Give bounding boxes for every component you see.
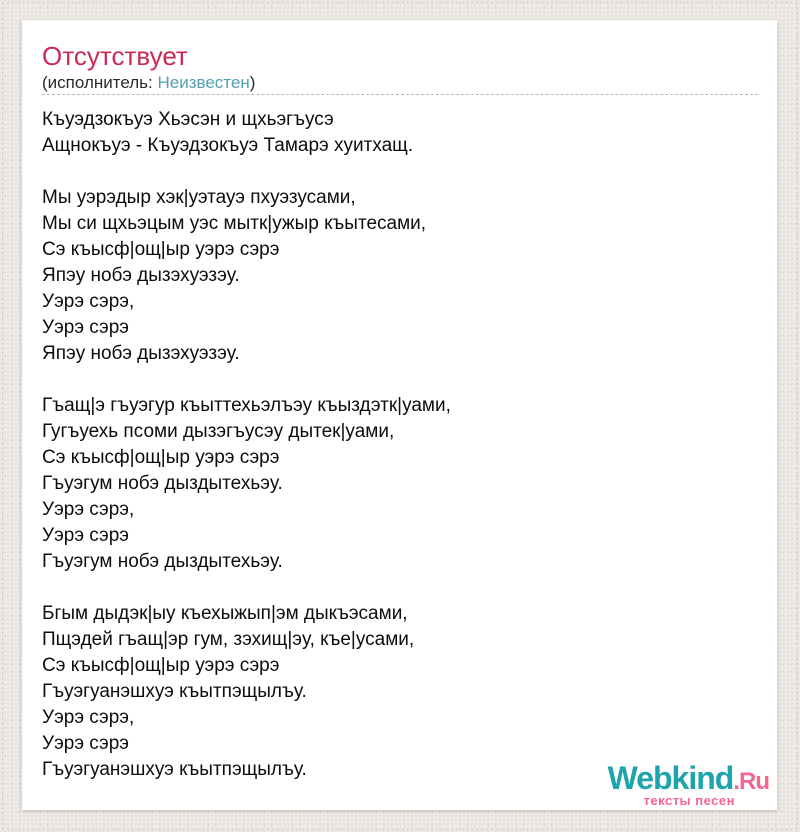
artist-line xyxy=(42,73,758,93)
stanza xyxy=(42,107,777,159)
artist-suffix: ) xyxy=(249,73,256,92)
header xyxy=(42,41,758,95)
logo-webkind: Webkind xyxy=(607,760,734,796)
lyric-line: Сэ къысф|ощ|ыр уэрэ сэрэ xyxy=(42,239,280,260)
lyric-line: Гъуэгуанэшхуэ къытпэщылъу. xyxy=(42,681,307,702)
lyric-line: Сэ къысф|ощ|ыр уэрэ сэрэ xyxy=(42,447,280,468)
lyric-line: Мы си щхьэцым уэс мытк|ужыр къытесами, xyxy=(42,213,427,234)
lyric-line: Уэрэ сэрэ xyxy=(42,525,129,546)
lyric-line: Къуэдзокъуэ Хьэсэн и щхьэгъусэ xyxy=(42,109,334,130)
webkind-logo[interactable] xyxy=(608,762,769,807)
logo-tagline: тексты песен xyxy=(643,793,735,808)
logo-ru: .Ru xyxy=(733,768,769,795)
lyric-line: Гъащ|э гъуэгур къыттехьэлъэу къыздэтк|уами, xyxy=(42,395,451,416)
lyric-line: Гъуэгум нобэ дыздытехьэу. xyxy=(42,473,283,494)
lyric-line: Уэрэ сэрэ xyxy=(42,317,129,338)
lyric-line: Гъуэгум нобэ дыздытехьэу. xyxy=(42,551,283,572)
lyrics-card xyxy=(22,20,777,810)
lyrics-text xyxy=(42,107,777,783)
lyric-line: Бгым дыдэк|ыу къехыжып|эм дыкъэсами, xyxy=(42,603,408,624)
lyric-line: Сэ къысф|ощ|ыр уэрэ сэрэ xyxy=(42,655,280,676)
lyric-line: Пщэдей гъащ|эр гум, зэхищ|эу, къе|усами, xyxy=(42,629,415,650)
stanza xyxy=(42,601,777,783)
lyric-line: Уэрэ сэрэ xyxy=(42,733,129,754)
lyric-line: Уэрэ сэрэ, xyxy=(42,499,135,520)
lyric-line: Мы уэрэдыр хэк|уэтауэ пхуэзусами, xyxy=(42,187,356,208)
song-title: Отсутствует xyxy=(42,41,188,71)
lyric-line: Гъуэгуанэшхуэ къытпэщылъу. xyxy=(42,759,307,780)
artist-label: (исполнитель: xyxy=(42,73,158,92)
stanza xyxy=(42,393,777,575)
lyric-line: Япэу нобэ дызэхуэзэу. xyxy=(42,265,240,286)
lyric-line: Уэрэ сэрэ, xyxy=(42,707,135,728)
stanza xyxy=(42,185,777,367)
lyric-line: Япэу нобэ дызэхуэзэу. xyxy=(42,343,240,364)
lyric-line: Гугъуехь псоми дызэгъусэу дытек|уами, xyxy=(42,421,395,442)
lyric-line: Уэрэ сэрэ, xyxy=(42,291,135,312)
artist-link[interactable]: Неизвестен xyxy=(157,73,250,92)
lyric-line: Ащнокъуэ - Къуэдзокъуэ Тамарэ хуитхащ. xyxy=(42,135,414,156)
